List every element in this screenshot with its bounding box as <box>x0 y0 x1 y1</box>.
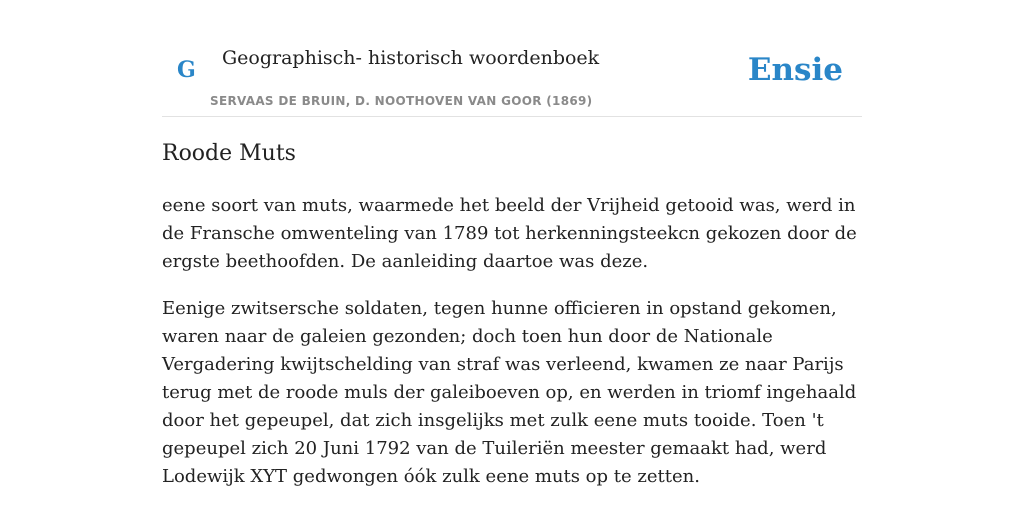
book-title-link[interactable]: Geographisch- historisch woordenboek <box>222 47 600 69</box>
letter-index-link[interactable]: G <box>177 57 196 83</box>
book-header <box>162 0 862 117</box>
entry-paragraph: Eenige zwitsersche soldaten, tegen hunne officieren in opstand gekomen, waren naar de galeien gezonden; doch toen hun door de Nationale Vergadering kwijtschelding van straf was verleend, kwamen ze naar Parijs terug met de roode muls der galeiboeven op, en werden in triomf ingehaald door het gepeupel, dat zich insgelijks met zulk eene muts tooide. Toen 't gepeupel zich 20 Juni 1792 van de Tuileriën meester gemaakt had, werd Lodewijk XYT gedwongen óók zulk eene muts op te zetten. <box>162 298 857 487</box>
entry-paragraph: eene soort van muts, waarmede het beeld der Vrijheid getooid was, werd in de Fransche omwenteling van 1789 tot herkenningsteekcn gekozen door de ergste beethoofden. De aanleiding daartoe was deze. <box>162 195 857 272</box>
entry-title: Roode Muts <box>162 141 296 166</box>
book-authors: SERVAAS DE BRUIN, D. NOOTHOVEN VAN GOOR (1869) <box>210 94 593 108</box>
ensie-logo-link[interactable]: Ensie <box>747 52 843 88</box>
entry-content <box>162 138 862 491</box>
